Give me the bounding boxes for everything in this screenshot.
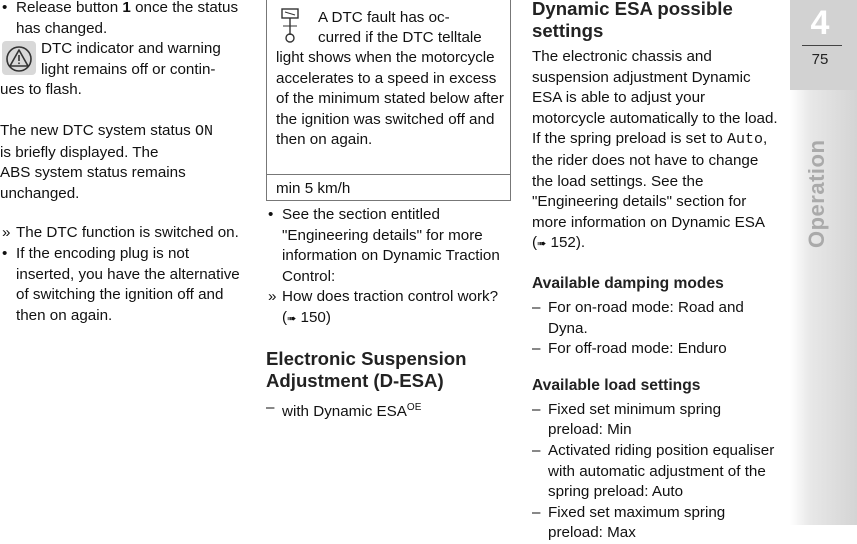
settings-paragraph: The electronic chassis and suspension adjustment Dynamic ESA is able to adjust your motorcycle automatically to the load. If the spring preload is set to Auto, the rider does not have to change the load settings. See the "Engineering details" section for more information on Dynamic ESA (➠ 152).: [532, 48, 778, 252]
heading-damping-modes: Available damping modes: [532, 274, 724, 292]
with-dynamic-esa: – with Dynamic $ESA^{OE}$: [266, 398, 422, 420]
page-ref-150[interactable]: 150: [300, 308, 326, 326]
note-divider: [267, 174, 510, 175]
page-ref-152[interactable]: 152: [550, 234, 576, 252]
page-ref-arrow-icon: ➠: [287, 312, 297, 325]
warning-line-1: DTC indicator and warning: [41, 40, 221, 58]
load-auto: – Activated riding position equaliser with automatic adjustment of the spring preload: Auto: [532, 441, 775, 501]
section-label: Operation: [804, 139, 829, 248]
load-max: – Fixed set maximum spring preload: Max: [532, 503, 726, 542]
page-ref-arrow-icon: ➠: [537, 238, 547, 251]
result-dtc-on: » The DTC function is switched on.: [2, 224, 239, 242]
tools-note-icon: [279, 6, 305, 49]
note-body: light shows when the motorcycle accelerates to a speed in excess of the minimum stated below after the ignition was switched off and then on again.: [276, 49, 504, 149]
bullet-release-button: • Release button 1 once the status has changed.: [2, 0, 239, 37]
load-min: – Fixed set minimum spring preload: Min: [532, 400, 722, 439]
bullet-encoding-plug: • If the encoding plug is not inserted, you have the alternative of switching the ignition off and then on again.: [2, 244, 240, 324]
column-3: [532, 0, 780, 544]
status-paragraph: The new DTC system status ON is briefly displayed. The ABS system status remains unchanged.: [0, 121, 213, 202]
damping-road: – For on-road mode: Road and Dyna.: [532, 298, 744, 337]
column-1: [0, 0, 252, 326]
page-number: 75: [811, 51, 829, 68]
warning-block: [0, 39, 252, 101]
warning-line-2: light remains off or contin-: [41, 60, 216, 78]
note-line-2: curred if the DTC telltale: [318, 29, 482, 46]
note-value: min 5 km/h: [276, 180, 351, 197]
section-heading-desa: Electronic Suspension Adjustment (D-ESA): [266, 347, 467, 391]
bullet-engineering-details: • See the section entitled "Engineering details" for more information on Dynamic Traction Control:: [268, 206, 500, 285]
damping-offroad: – For off-road mode: Enduro: [532, 340, 727, 358]
result-traction-ref: » How does traction control work? (➠ 150): [268, 288, 499, 326]
heading-load-settings: Available load settings: [532, 376, 701, 394]
chapter-number: 4: [810, 4, 830, 42]
chapter-rule: [802, 45, 842, 46]
chapter-side-tab: [790, 0, 857, 525]
section-heading-settings: Dynamic ESA possible settings: [532, 0, 733, 41]
note-line-1: A DTC fault has oc-: [318, 9, 450, 26]
note-box: [266, 0, 511, 201]
warning-triangle-icon: [2, 41, 36, 75]
warning-line-3: ues to flash.: [0, 81, 82, 99]
